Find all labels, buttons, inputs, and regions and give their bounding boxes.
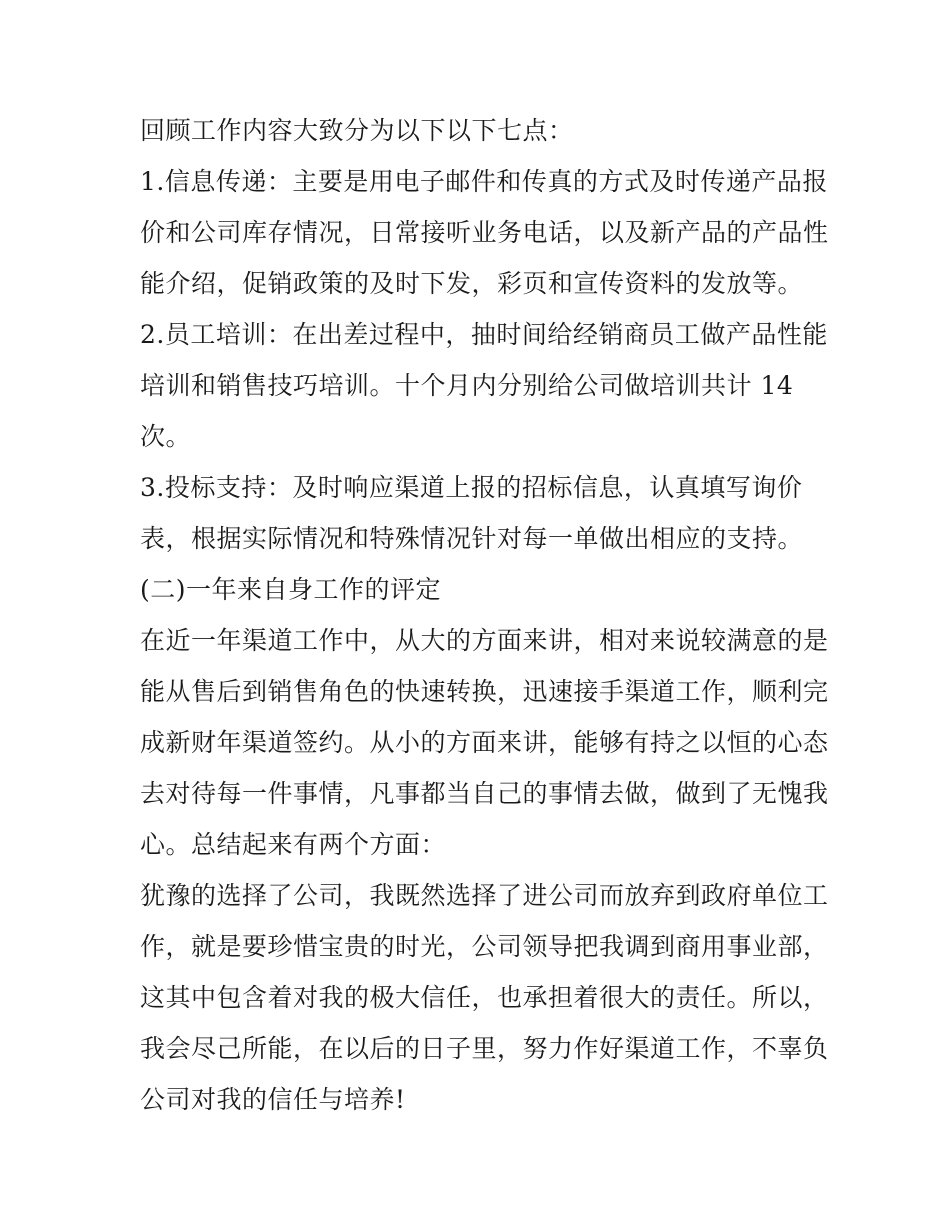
item-1-line-1: 1.信息传递：主要是用电子邮件和传真的方式及时传递产品报 xyxy=(140,167,828,196)
item-1-line-2: 价和公司库存情况，日常接听业务电话，以及新产品的产品性 xyxy=(140,218,829,247)
paragraph-2-line-5: 公司对我的信任与培养! xyxy=(140,1085,406,1114)
paragraph-2-line-1: 犹豫的选择了公司，我既然选择了进公司而放弃到政府单位工 xyxy=(140,881,829,910)
paragraph-1-line-1: 在近一年渠道工作中，从大的方面来讲，相对来说较满意的是 xyxy=(140,626,829,655)
paragraph-2-line-4: 我会尽己所能，在以后的日子里，努力作好渠道工作，不辜负 xyxy=(140,1034,829,1063)
item-1-line-3: 能介绍，促销政策的及时下发，彩页和宣传资料的发放等。 xyxy=(140,269,804,298)
paragraph-1-line-5: 心。总结起来有两个方面： xyxy=(140,830,447,859)
paragraph-1-line-4: 去对待每一件事情，凡事都当自己的事情去做，做到了无愧我 xyxy=(140,779,829,808)
item-2-line-1: 2.员工培训：在出差过程中，抽时间给经销商员工做产品性能 xyxy=(140,320,828,349)
item-3-line-2: 表，根据实际情况和特殊情况针对每一单做出相应的支持。 xyxy=(140,524,804,553)
paragraph-1-line-2: 能从售后到销售角色的快速转换，迅速接手渠道工作，顺利完 xyxy=(140,677,829,706)
document-body xyxy=(140,105,829,1125)
intro-line: 回顾工作内容大致分为以下以下七点： xyxy=(140,116,574,145)
item-2-line-2: 培训和销售技巧培训。十个月内分别给公司做培训共计 14 xyxy=(140,371,794,400)
item-2-line-3: 次。 xyxy=(140,422,192,451)
paragraph-1-line-3: 成新财年渠道签约。从小的方面来讲，能够有持之以恒的心态 xyxy=(140,728,829,757)
section-heading: (二)一年来自身工作的评定 xyxy=(140,575,442,604)
paragraph-2-line-2: 作，就是要珍惜宝贵的时光，公司领导把我调到商用事业部， xyxy=(140,932,829,961)
paragraph-2-line-3: 这其中包含着对我的极大信任，也承担着很大的责任。所以， xyxy=(140,983,829,1012)
item-3-line-1: 3.投标支持：及时响应渠道上报的招标信息，认真填写询价 xyxy=(140,473,803,502)
